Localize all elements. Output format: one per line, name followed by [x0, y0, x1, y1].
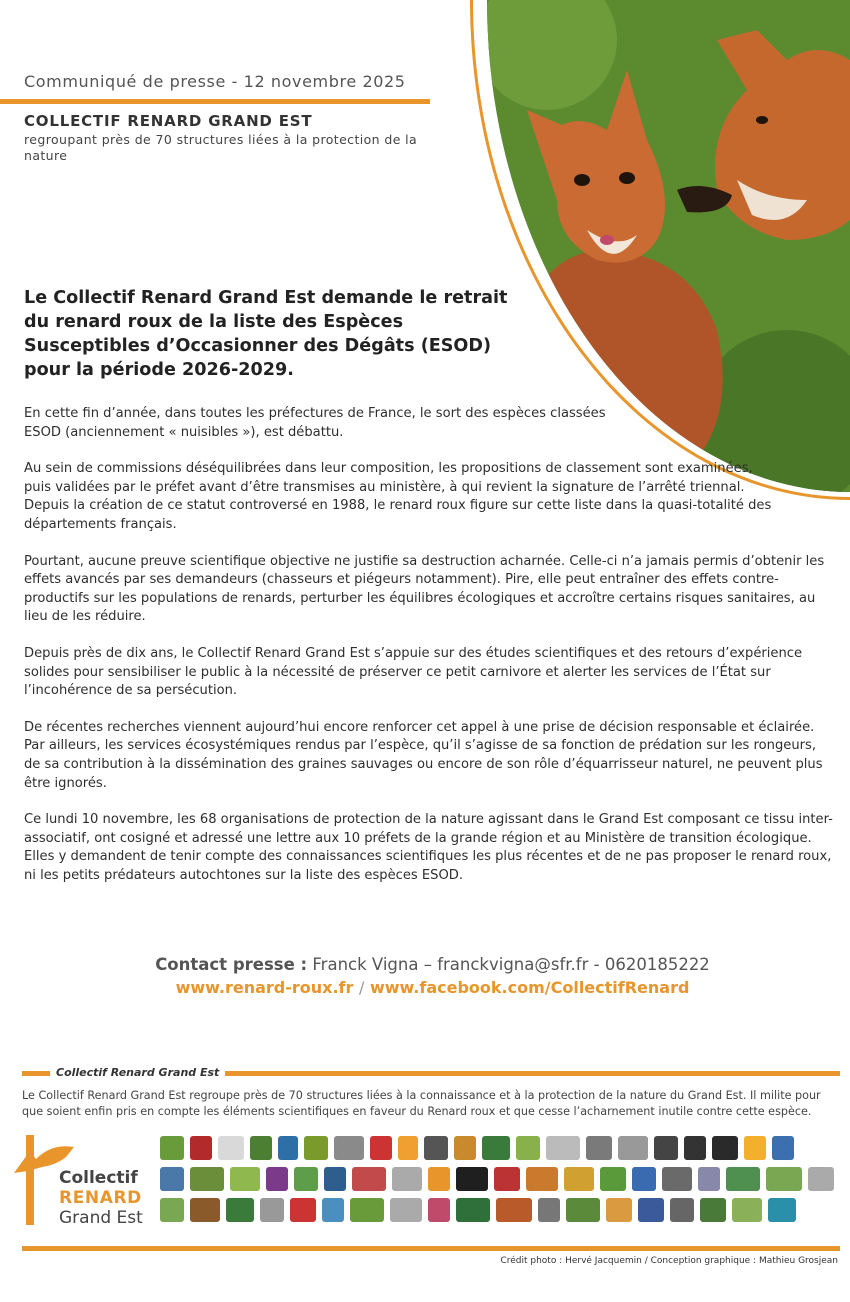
- footer-description: Le Collectif Renard Grand Est regroupe près de 70 structures liées à la connaissance et à la protection de la nature du Grand Est. Il milite pour que soient enfin pris en compte les éléments scientifiques en faveur du Renard roux et que cesse l’acharnement inutile contre cette espèce.: [22, 1089, 821, 1118]
- link-separator: /: [358, 978, 365, 997]
- partner-logo: [744, 1136, 766, 1160]
- logo-text-collectif: Collectif: [59, 1168, 138, 1188]
- partner-logo: [290, 1198, 316, 1222]
- press-release-date: Communiqué de presse - 12 novembre 2025: [24, 72, 406, 91]
- contact-links: [0, 978, 850, 997]
- partner-logo: [324, 1167, 346, 1191]
- headline: Le Collectif Renard Grand Est demande le retrait du renard roux de la liste des Espèces Susceptibles d’Occasionner des Dégâts (ESOD) pour la période 2026-2029.: [24, 288, 508, 380]
- partner-logo: [428, 1167, 450, 1191]
- partner-logo: [160, 1198, 184, 1222]
- partner-logo: [294, 1167, 318, 1191]
- partner-logo: [398, 1136, 418, 1160]
- partner-logo: [684, 1136, 706, 1160]
- partner-logo: [260, 1198, 284, 1222]
- logo-text-grand-est: Grand Est: [59, 1208, 143, 1228]
- partner-logo: [218, 1136, 244, 1160]
- partner-logo: [526, 1167, 558, 1191]
- partner-logo: [698, 1167, 720, 1191]
- partner-logo: [226, 1198, 254, 1222]
- partner-logo: [266, 1167, 288, 1191]
- org-name: COLLECTIF RENARD GRAND EST: [24, 112, 313, 130]
- partner-logo: [190, 1167, 224, 1191]
- header-rule: [0, 99, 430, 104]
- paragraph-6: Ce lundi 10 novembre, les 68 organisations de protection de la nature agissant dans le Grand Est composant ce tissu inter-associatif, ont cosigné et adressé une lettre aux 10 préfets de la grande région et au Ministère de transition écologique. Elles y demandent de tenir compte des connaissances scientifiques les plus récentes et de ne pas proposer le renard roux, ni les petits prédateurs autochtones sur la liste des espèces ESOD.: [24, 812, 833, 883]
- partner-logo: [160, 1136, 184, 1160]
- partner-logo: [278, 1136, 298, 1160]
- partner-logo: [670, 1198, 694, 1222]
- partner-logo: [454, 1136, 476, 1160]
- partner-logo: [566, 1198, 600, 1222]
- paragraph-1: En cette fin d’année, dans toutes les préfectures de France, le sort des espèces classées ESOD (anciennement « nuisibles »), est débattu.: [24, 406, 606, 440]
- photo-credit: Crédit photo : Hervé Jacquemin / Conception graphique : Mathieu Grosjean: [500, 1256, 838, 1266]
- partner-logo: [654, 1136, 678, 1160]
- partner-logo: [350, 1198, 384, 1222]
- partner-logo: [618, 1136, 648, 1160]
- partner-logo: [250, 1136, 272, 1160]
- partner-logo: [712, 1136, 738, 1160]
- partner-logo: [700, 1198, 726, 1222]
- partner-logo: [638, 1198, 664, 1222]
- facebook-link[interactable]: www.facebook.com/CollectifRenard: [369, 978, 690, 997]
- press-contact: [0, 955, 850, 974]
- paragraph-2: Au sein de commissions déséquilibrées dans leur composition, les propositions de classement sont examinées, puis validées par le préfet avant d’être transmises au ministère, à qui revient la signature de l’arrêté triennal. Depuis la création de ce statut controversé en 1988, le renard roux figure sur cette liste dans la quasi-totalité des départements français.: [24, 461, 772, 532]
- partner-logo: [564, 1167, 594, 1191]
- partner-logo: [390, 1198, 422, 1222]
- partner-logo: [766, 1167, 802, 1191]
- partner-logo: [538, 1198, 560, 1222]
- partner-logo: [190, 1136, 212, 1160]
- partner-logos: [160, 1136, 840, 1228]
- partner-logo: [482, 1136, 510, 1160]
- partner-logo: [424, 1136, 448, 1160]
- partner-logo: [496, 1198, 532, 1222]
- footer-label: Collectif Renard Grand Est: [50, 1066, 225, 1079]
- partner-logo: [428, 1198, 450, 1222]
- partner-logo: [190, 1198, 220, 1222]
- partner-logo: [662, 1167, 692, 1191]
- article-body: [24, 405, 834, 903]
- partner-logo: [768, 1198, 796, 1222]
- partner-logo: [230, 1167, 260, 1191]
- partner-logo: [392, 1167, 422, 1191]
- partner-logo: [456, 1198, 490, 1222]
- logo-text-renard: RENARD: [59, 1188, 142, 1208]
- partner-logo: [322, 1198, 344, 1222]
- partner-row: [160, 1136, 840, 1160]
- partner-logo: [370, 1136, 392, 1160]
- partner-logo: [808, 1167, 834, 1191]
- org-subtitle: regroupant près de 70 structures liées à la protection de la nature: [24, 132, 418, 163]
- contact-label: Contact presse :: [155, 955, 308, 974]
- partner-logo: [456, 1167, 488, 1191]
- contact-details: Franck Vigna – franckvigna@sfr.fr - 0620185222: [312, 955, 710, 974]
- website-link[interactable]: www.renard-roux.fr: [175, 978, 354, 997]
- partner-logo: [726, 1167, 760, 1191]
- partner-logo: [352, 1167, 386, 1191]
- partner-logo: [772, 1136, 794, 1160]
- partner-logo: [160, 1167, 184, 1191]
- partner-logo: [586, 1136, 612, 1160]
- partner-logo: [600, 1167, 626, 1191]
- paragraph-3: Pourtant, aucune preuve scientifique objective ne justifie sa destruction acharnée. Celle-ci n’a jamais permis d’obtenir les effets avancés par ses demandeurs (chasseurs et piégeurs notamment). Pire, elle peut entraîner des effets contre-productifs sur les populations de renards, perturber les équilibres écologiques et accroître certains risques sanitaires, au lieu de les réduire.: [24, 553, 825, 625]
- bottom-rule: [22, 1246, 840, 1251]
- partner-logo: [516, 1136, 540, 1160]
- partner-logo: [606, 1198, 632, 1222]
- partner-logo: [632, 1167, 656, 1191]
- partner-logo: [334, 1136, 364, 1160]
- partner-logo: [546, 1136, 580, 1160]
- partner-logo: [304, 1136, 328, 1160]
- collectif-logo: [12, 1135, 152, 1230]
- partner-row: [160, 1198, 840, 1222]
- paragraph-5: De récentes recherches viennent aujourd’hui encore renforcer cet appel à une prise de décision responsable et éclairée. Par ailleurs, les services écosystémiques rendus par l’espèce, qu’il s’agisse de sa fonction de prédation sur les rongeurs, de sa contribution à la dissémination des graines sauvages ou encore de son rôle d’équarrisseur naturel, ne peuvent plus être ignorés.: [24, 719, 823, 791]
- partner-logo: [494, 1167, 520, 1191]
- paragraph-4: Depuis près de dix ans, le Collectif Renard Grand Est s’appuie sur des études scientifiques et des retours d’expérience solides pour sensibiliser le public à la nécessité de préserver ce petit carnivore et alerter les services de l’État sur l’incohérence de sa persécution.: [24, 645, 803, 699]
- partner-logo: [732, 1198, 762, 1222]
- partner-row: [160, 1167, 840, 1191]
